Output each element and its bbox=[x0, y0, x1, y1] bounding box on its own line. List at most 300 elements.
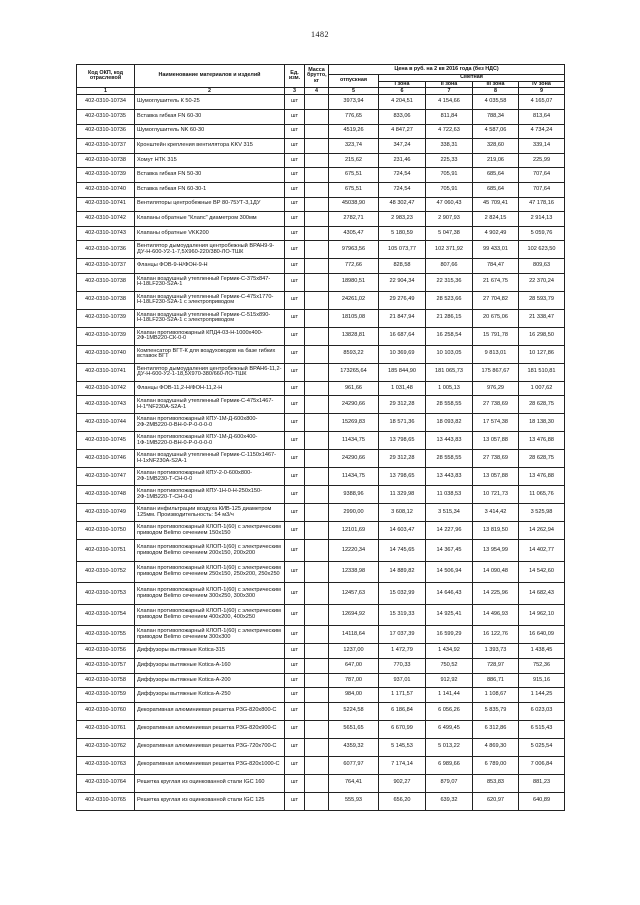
cell-zone-4: 3 525,98 bbox=[519, 504, 565, 522]
cell-mass bbox=[305, 241, 329, 259]
cell-zone-3: 1 393,73 bbox=[473, 644, 519, 659]
cell-code: 402-0310-10741 bbox=[77, 363, 135, 381]
cell-unit: шт bbox=[285, 688, 305, 703]
cell-zone-1: 48 302,47 bbox=[379, 197, 426, 212]
cell-name: Диффузоры вытяжные Kotica-315 bbox=[135, 644, 285, 659]
cell-name: Вентилятор дымоудаления центробежный ВРАН9-9-ДУ-Н-600-У2-1-7,5Х960-220/380-ЛО-ТШК bbox=[135, 241, 285, 259]
cell-unit: шт bbox=[285, 345, 305, 363]
cell-zone-1: 4 847,27 bbox=[379, 124, 426, 139]
cell-release-price: 24261,02 bbox=[329, 291, 379, 309]
cell-name: Декоративная алюминиевая решетка РЗG-720x700-С bbox=[135, 738, 285, 756]
cell-mass bbox=[305, 273, 329, 291]
cell-zone-2: 22 315,36 bbox=[426, 273, 473, 291]
cell-code: 402-0310-10753 bbox=[77, 583, 135, 605]
cell-code: 402-0310-10738 bbox=[77, 291, 135, 309]
cell-mass bbox=[305, 95, 329, 110]
cell-zone-2: 13 443,83 bbox=[426, 432, 473, 450]
cell-zone-1: 833,06 bbox=[379, 109, 426, 124]
cell-zone-2: 705,91 bbox=[426, 182, 473, 197]
cell-zone-1: 656,20 bbox=[379, 792, 426, 810]
cell-code: 402-0310-10757 bbox=[77, 659, 135, 674]
cell-zone-3: 620,97 bbox=[473, 792, 519, 810]
table-row bbox=[77, 139, 565, 154]
column-index: 7 bbox=[426, 88, 473, 95]
cell-code: 402-0310-10764 bbox=[77, 774, 135, 792]
cell-release-price: 12694,92 bbox=[329, 604, 379, 626]
cell-code: 402-0310-10737 bbox=[77, 259, 135, 274]
cell-release-price: 772,66 bbox=[329, 259, 379, 274]
cell-zone-3: 14 496,93 bbox=[473, 604, 519, 626]
cell-unit: шт bbox=[285, 468, 305, 486]
cell-mass bbox=[305, 381, 329, 396]
cell-zone-4: 5 025,54 bbox=[519, 738, 565, 756]
cell-zone-4: 6 515,43 bbox=[519, 720, 565, 738]
cell-release-price: 24290,66 bbox=[329, 396, 379, 414]
page-number: 1482 bbox=[311, 30, 329, 39]
cell-unit: шт bbox=[285, 95, 305, 110]
cell-unit: шт bbox=[285, 432, 305, 450]
cell-release-price: 18980,51 bbox=[329, 273, 379, 291]
cell-zone-2: 225,33 bbox=[426, 153, 473, 168]
column-index: 8 bbox=[473, 88, 519, 95]
cell-zone-2: 811,84 bbox=[426, 109, 473, 124]
cell-release-price: 12457,63 bbox=[329, 583, 379, 605]
cell-mass bbox=[305, 659, 329, 674]
table-row bbox=[77, 644, 565, 659]
cell-code: 402-0310-10761 bbox=[77, 720, 135, 738]
cell-zone-2: 13 443,83 bbox=[426, 468, 473, 486]
cell-zone-4: 7 006,84 bbox=[519, 756, 565, 774]
cell-zone-3: 328,60 bbox=[473, 139, 519, 154]
cell-release-price: 787,00 bbox=[329, 673, 379, 688]
table-row bbox=[77, 702, 565, 720]
cell-mass bbox=[305, 604, 329, 626]
cell-zone-3: 99 433,01 bbox=[473, 241, 519, 259]
cell-name: Клапан противопожарный КЛОП-1(60) с электрическим приводом Belimo сечением 250x150, 250x200, 250x250 bbox=[135, 561, 285, 583]
cell-mass bbox=[305, 450, 329, 468]
cell-name: Шумоглушитель NK 60-30 bbox=[135, 124, 285, 139]
cell-code: 402-0310-10755 bbox=[77, 626, 135, 644]
cell-zone-1: 29 312,28 bbox=[379, 450, 426, 468]
cell-zone-2: 1 434,92 bbox=[426, 644, 473, 659]
cell-name: Клапан противопожарный КЛОП-1(60) с электрическим приводом Belimo сечением 200x150, 200x200 bbox=[135, 540, 285, 562]
cell-mass bbox=[305, 504, 329, 522]
cell-zone-1: 4 204,51 bbox=[379, 95, 426, 110]
cell-zone-4: 809,63 bbox=[519, 259, 565, 274]
cell-mass bbox=[305, 212, 329, 227]
cell-zone-3: 685,64 bbox=[473, 168, 519, 183]
cell-zone-1: 902,27 bbox=[379, 774, 426, 792]
cell-zone-2: 338,31 bbox=[426, 139, 473, 154]
cell-mass bbox=[305, 626, 329, 644]
cell-name: Клапан противопожарный КЛОП-1(60) с электрическим приводом Belimo сечением 150x150 bbox=[135, 522, 285, 540]
table-row bbox=[77, 432, 565, 450]
cell-zone-4: 1 007,62 bbox=[519, 381, 565, 396]
cell-zone-1: 724,54 bbox=[379, 168, 426, 183]
cell-zone-3: 6 789,00 bbox=[473, 756, 519, 774]
cell-zone-4: 28 593,79 bbox=[519, 291, 565, 309]
cell-unit: шт bbox=[285, 540, 305, 562]
cell-zone-1: 770,33 bbox=[379, 659, 426, 674]
cell-code: 402-0310-10748 bbox=[77, 486, 135, 504]
cell-zone-3: 14 225,96 bbox=[473, 583, 519, 605]
cell-zone-3: 6 312,86 bbox=[473, 720, 519, 738]
cell-release-price: 45038,90 bbox=[329, 197, 379, 212]
table-row bbox=[77, 774, 565, 792]
cell-zone-4: 16 640,09 bbox=[519, 626, 565, 644]
cell-unit: шт bbox=[285, 273, 305, 291]
table-row bbox=[77, 396, 565, 414]
cell-zone-4: 14 962,10 bbox=[519, 604, 565, 626]
cell-code: 402-0310-10745 bbox=[77, 432, 135, 450]
cell-zone-2: 28 523,66 bbox=[426, 291, 473, 309]
cell-unit: шт bbox=[285, 226, 305, 241]
cell-unit: шт bbox=[285, 504, 305, 522]
cell-mass bbox=[305, 688, 329, 703]
cell-zone-3: 4 869,30 bbox=[473, 738, 519, 756]
cell-name: Клапан воздушный утепленный Гермик-С-375x847-Н-18LF230-S2A-1 bbox=[135, 273, 285, 291]
cell-zone-1: 15 319,33 bbox=[379, 604, 426, 626]
table-row bbox=[77, 212, 565, 227]
cell-name: Клапан противопожарный КПУ-1Н-0-Н-250x150-2Ф-1МВ220-Т-СН-0-0 bbox=[135, 486, 285, 504]
cell-zone-4: 181 510,81 bbox=[519, 363, 565, 381]
table-row bbox=[77, 792, 565, 810]
cell-release-price: 5224,58 bbox=[329, 702, 379, 720]
cell-release-price: 961,66 bbox=[329, 381, 379, 396]
cell-code: 402-0310-10746 bbox=[77, 450, 135, 468]
cell-zone-1: 6 186,84 bbox=[379, 702, 426, 720]
cell-code: 402-0310-10760 bbox=[77, 702, 135, 720]
column-index: 4 bbox=[305, 88, 329, 95]
table-row bbox=[77, 720, 565, 738]
cell-release-price: 4305,47 bbox=[329, 226, 379, 241]
cell-mass bbox=[305, 774, 329, 792]
cell-zone-3: 788,34 bbox=[473, 109, 519, 124]
column-index: 5 bbox=[329, 88, 379, 95]
cell-release-price: 6077,97 bbox=[329, 756, 379, 774]
cell-name: Диффузоры вытяжные Kotica-A-160 bbox=[135, 659, 285, 674]
cell-name: Декоративная алюминиевая решетка РЗG-820x1000-С bbox=[135, 756, 285, 774]
cell-name: Клапан воздушный утепленный Гермик-С-475x1770-Н-18LF230-S2A-1 с электроприводом bbox=[135, 291, 285, 309]
cell-mass bbox=[305, 720, 329, 738]
cell-zone-3: 175 867,67 bbox=[473, 363, 519, 381]
cell-unit: шт bbox=[285, 604, 305, 626]
cell-mass bbox=[305, 644, 329, 659]
cell-zone-1: 15 032,99 bbox=[379, 583, 426, 605]
table-row bbox=[77, 604, 565, 626]
cell-code: 402-0310-10739 bbox=[77, 327, 135, 345]
column-index: 3 bbox=[285, 88, 305, 95]
cell-release-price: 984,00 bbox=[329, 688, 379, 703]
cell-zone-2: 14 367,45 bbox=[426, 540, 473, 562]
cell-zone-1: 6 670,99 bbox=[379, 720, 426, 738]
cell-zone-3: 27 704,82 bbox=[473, 291, 519, 309]
cell-mass bbox=[305, 109, 329, 124]
cell-code: 402-0310-10747 bbox=[77, 468, 135, 486]
cell-name: Клапан противопожарный КПУ-1М-Д-600x800-2Ф-2МВ220-0-ВН-0-Р-0-0-0-0 bbox=[135, 414, 285, 432]
cell-zone-2: 14 506,94 bbox=[426, 561, 473, 583]
cell-zone-1: 10 369,69 bbox=[379, 345, 426, 363]
cell-code: 402-0310-10754 bbox=[77, 604, 135, 626]
table-row bbox=[77, 486, 565, 504]
cell-release-price: 215,62 bbox=[329, 153, 379, 168]
cell-zone-3: 728,97 bbox=[473, 659, 519, 674]
cell-zone-2: 4 154,66 bbox=[426, 95, 473, 110]
cell-code: 402-0310-10765 bbox=[77, 792, 135, 810]
cell-name: Клапаны обратные "Клапс" диаметром 300мм bbox=[135, 212, 285, 227]
cell-zone-4: 813,64 bbox=[519, 109, 565, 124]
column-index: 6 bbox=[379, 88, 426, 95]
cell-release-price: 9388,96 bbox=[329, 486, 379, 504]
cell-unit: шт bbox=[285, 197, 305, 212]
cell-zone-2: 16 258,54 bbox=[426, 327, 473, 345]
cell-zone-2: 2 907,93 bbox=[426, 212, 473, 227]
cell-zone-3: 2 824,15 bbox=[473, 212, 519, 227]
cell-zone-2: 4 722,63 bbox=[426, 124, 473, 139]
cell-release-price: 4359,32 bbox=[329, 738, 379, 756]
cell-zone-2: 5 047,38 bbox=[426, 226, 473, 241]
cell-name: Клапан воздушный утепленный Гермик-С-515x890-Н-18LF230-S2A-1 с электроприводом bbox=[135, 309, 285, 327]
cell-unit: шт bbox=[285, 583, 305, 605]
cell-unit: шт bbox=[285, 486, 305, 504]
table-row bbox=[77, 381, 565, 396]
header-zone-2: II зона bbox=[426, 81, 473, 88]
price-table bbox=[76, 64, 565, 811]
cell-mass bbox=[305, 738, 329, 756]
cell-name: Фланцы ФОВ-11,2-Н/ФОН-11,2-Н bbox=[135, 381, 285, 396]
table-row bbox=[77, 738, 565, 756]
cell-release-price: 12101,69 bbox=[329, 522, 379, 540]
cell-code: 402-0310-10750 bbox=[77, 522, 135, 540]
cell-name: Вставка гибкая FN 60-30-1 bbox=[135, 182, 285, 197]
table-row bbox=[77, 345, 565, 363]
cell-zone-4: 1 438,45 bbox=[519, 644, 565, 659]
cell-mass bbox=[305, 226, 329, 241]
table-row bbox=[77, 468, 565, 486]
cell-zone-2: 11 038,53 bbox=[426, 486, 473, 504]
cell-code: 402-0310-10749 bbox=[77, 504, 135, 522]
header-zone-4: IV зона bbox=[519, 81, 565, 88]
cell-unit: шт bbox=[285, 363, 305, 381]
cell-zone-4: 707,64 bbox=[519, 168, 565, 183]
cell-zone-3: 4 902,49 bbox=[473, 226, 519, 241]
cell-mass bbox=[305, 792, 329, 810]
cell-mass bbox=[305, 486, 329, 504]
cell-code: 402-0310-10738 bbox=[77, 153, 135, 168]
cell-zone-3: 3 414,42 bbox=[473, 504, 519, 522]
column-index-row bbox=[77, 88, 565, 95]
cell-unit: шт bbox=[285, 738, 305, 756]
cell-release-price: 4519,26 bbox=[329, 124, 379, 139]
cell-unit: шт bbox=[285, 168, 305, 183]
cell-zone-4: 339,14 bbox=[519, 139, 565, 154]
cell-zone-2: 912,92 bbox=[426, 673, 473, 688]
cell-release-price: 2782,71 bbox=[329, 212, 379, 227]
cell-zone-1: 1 472,79 bbox=[379, 644, 426, 659]
cell-release-price: 764,41 bbox=[329, 774, 379, 792]
cell-zone-1: 347,24 bbox=[379, 139, 426, 154]
cell-unit: шт bbox=[285, 396, 305, 414]
cell-zone-1: 21 847,94 bbox=[379, 309, 426, 327]
cell-zone-4: 22 370,24 bbox=[519, 273, 565, 291]
cell-unit: шт bbox=[285, 673, 305, 688]
cell-release-price: 14118,64 bbox=[329, 626, 379, 644]
table-row bbox=[77, 327, 565, 345]
cell-code: 402-0310-10740 bbox=[77, 345, 135, 363]
cell-mass bbox=[305, 756, 329, 774]
cell-zone-1: 937,01 bbox=[379, 673, 426, 688]
cell-release-price: 5651,65 bbox=[329, 720, 379, 738]
cell-release-price: 12220,34 bbox=[329, 540, 379, 562]
cell-zone-4: 16 298,50 bbox=[519, 327, 565, 345]
header-estimate-price: Сметная bbox=[379, 75, 565, 82]
cell-zone-3: 219,06 bbox=[473, 153, 519, 168]
cell-name: Клапан противопожарный КПД4-03-Н-1000x400-2Ф-1МВ220-СК-0-0 bbox=[135, 327, 285, 345]
cell-code: 402-0310-10742 bbox=[77, 381, 135, 396]
cell-zone-4: 4 734,24 bbox=[519, 124, 565, 139]
cell-code: 402-0310-10738 bbox=[77, 273, 135, 291]
cell-unit: шт bbox=[285, 182, 305, 197]
cell-code: 402-0310-10762 bbox=[77, 738, 135, 756]
cell-unit: шт bbox=[285, 139, 305, 154]
cell-zone-2: 10 103,05 bbox=[426, 345, 473, 363]
column-index: 9 bbox=[519, 88, 565, 95]
cell-zone-2: 102 371,92 bbox=[426, 241, 473, 259]
cell-zone-4: 28 628,75 bbox=[519, 396, 565, 414]
cell-zone-4: 14 402,77 bbox=[519, 540, 565, 562]
cell-name: Компенсатор ВГТ-К для воздуховодов на базе гибких вставок ВГТ bbox=[135, 345, 285, 363]
cell-code: 402-0310-10739 bbox=[77, 168, 135, 183]
cell-unit: шт bbox=[285, 702, 305, 720]
header-price-title: Цена в руб. на 2 кв 2016 года (без НДС) bbox=[329, 65, 565, 75]
cell-zone-2: 6 499,45 bbox=[426, 720, 473, 738]
cell-name: Клапан противопожарный КПУ-1М-Д-600x400-1Ф-1МВ220-0-ВН-0-Р-0-0-0-0 bbox=[135, 432, 285, 450]
cell-zone-3: 784,47 bbox=[473, 259, 519, 274]
cell-zone-4: 707,64 bbox=[519, 182, 565, 197]
cell-mass bbox=[305, 583, 329, 605]
cell-unit: шт bbox=[285, 327, 305, 345]
cell-mass bbox=[305, 124, 329, 139]
cell-zone-4: 881,23 bbox=[519, 774, 565, 792]
cell-zone-3: 15 791,78 bbox=[473, 327, 519, 345]
cell-code: 402-0310-10736 bbox=[77, 241, 135, 259]
header-release-price: отпускная bbox=[329, 75, 379, 88]
cell-release-price: 8593,22 bbox=[329, 345, 379, 363]
cell-release-price: 647,00 bbox=[329, 659, 379, 674]
cell-zone-1: 13 798,65 bbox=[379, 432, 426, 450]
table-row bbox=[77, 363, 565, 381]
table-row bbox=[77, 504, 565, 522]
cell-name: Клапан воздушный утепленный Гермик-С-475x1467-Н-1*NF230A-S2A-1 bbox=[135, 396, 285, 414]
header-mass: Масса брутто, кг bbox=[305, 65, 329, 88]
cell-release-price: 97963,56 bbox=[329, 241, 379, 259]
cell-zone-3: 5 835,79 bbox=[473, 702, 519, 720]
cell-zone-4: 13 476,88 bbox=[519, 432, 565, 450]
cell-unit: шт bbox=[285, 659, 305, 674]
cell-zone-3: 4 035,58 bbox=[473, 95, 519, 110]
cell-zone-2: 14 925,41 bbox=[426, 604, 473, 626]
table-row bbox=[77, 259, 565, 274]
cell-release-price: 13828,81 bbox=[329, 327, 379, 345]
cell-zone-1: 724,54 bbox=[379, 182, 426, 197]
cell-zone-4: 14 682,43 bbox=[519, 583, 565, 605]
cell-name: Решетка круглая из оцинкованной стали IGC 160 bbox=[135, 774, 285, 792]
cell-zone-2: 5 013,22 bbox=[426, 738, 473, 756]
cell-zone-1: 185 844,90 bbox=[379, 363, 426, 381]
cell-zone-4: 6 023,03 bbox=[519, 702, 565, 720]
cell-unit: шт bbox=[285, 792, 305, 810]
cell-zone-3: 13 057,88 bbox=[473, 432, 519, 450]
cell-zone-1: 13 798,65 bbox=[379, 468, 426, 486]
cell-unit: шт bbox=[285, 644, 305, 659]
cell-zone-1: 7 174,14 bbox=[379, 756, 426, 774]
cell-code: 402-0310-10734 bbox=[77, 95, 135, 110]
cell-name: Клапан противопожарный КПУ-2-0-600x800-2Ф-1МВ230-Т-СН-0-0 bbox=[135, 468, 285, 486]
cell-unit: шт bbox=[285, 153, 305, 168]
cell-zone-1: 29 312,28 bbox=[379, 396, 426, 414]
cell-mass bbox=[305, 522, 329, 540]
cell-zone-3: 13 819,50 bbox=[473, 522, 519, 540]
cell-unit: шт bbox=[285, 626, 305, 644]
cell-code: 402-0310-10743 bbox=[77, 226, 135, 241]
cell-code: 402-0310-10758 bbox=[77, 673, 135, 688]
table-row bbox=[77, 659, 565, 674]
cell-zone-2: 28 558,55 bbox=[426, 396, 473, 414]
cell-zone-2: 18 093,82 bbox=[426, 414, 473, 432]
cell-zone-1: 5 145,53 bbox=[379, 738, 426, 756]
cell-zone-2: 6 056,26 bbox=[426, 702, 473, 720]
cell-zone-4: 2 914,13 bbox=[519, 212, 565, 227]
cell-release-price: 3973,94 bbox=[329, 95, 379, 110]
cell-zone-4: 225,99 bbox=[519, 153, 565, 168]
cell-release-price: 675,51 bbox=[329, 182, 379, 197]
cell-zone-3: 4 587,06 bbox=[473, 124, 519, 139]
cell-zone-4: 102 623,50 bbox=[519, 241, 565, 259]
cell-name: Декоративная алюминиевая решетка РЗG-820x800-С bbox=[135, 702, 285, 720]
cell-code: 402-0310-10739 bbox=[77, 309, 135, 327]
cell-code: 402-0310-10742 bbox=[77, 212, 135, 227]
cell-name: Фланцы ФОВ-9-Н/ФОН-9-Н bbox=[135, 259, 285, 274]
cell-mass bbox=[305, 168, 329, 183]
cell-zone-1: 105 073,77 bbox=[379, 241, 426, 259]
cell-code: 402-0310-10740 bbox=[77, 182, 135, 197]
cell-zone-4: 14 542,60 bbox=[519, 561, 565, 583]
table-row bbox=[77, 414, 565, 432]
cell-zone-1: 1 171,57 bbox=[379, 688, 426, 703]
cell-zone-3: 27 738,69 bbox=[473, 450, 519, 468]
cell-zone-1: 11 329,98 bbox=[379, 486, 426, 504]
cell-zone-2: 21 286,15 bbox=[426, 309, 473, 327]
cell-zone-2: 750,52 bbox=[426, 659, 473, 674]
cell-name: Клапан противопожарный КЛОП-1(60) с электрическим приводом Belimo сечением 300x250, 300x300 bbox=[135, 583, 285, 605]
cell-zone-3: 13 954,99 bbox=[473, 540, 519, 562]
cell-name: Шумоглушитель К 50-25 bbox=[135, 95, 285, 110]
table-row bbox=[77, 273, 565, 291]
table-row bbox=[77, 583, 565, 605]
cell-release-price: 1237,00 bbox=[329, 644, 379, 659]
cell-name: Клапан противопожарный КЛОП-1(60) с электрическим приводом Belimo сечением 300x300 bbox=[135, 626, 285, 644]
cell-zone-1: 18 571,36 bbox=[379, 414, 426, 432]
cell-zone-2: 181 065,73 bbox=[426, 363, 473, 381]
cell-name: Клапан инфильтрации воздуха КИВ-125 диаметром 125мм. Производительность: 54 м3/ч bbox=[135, 504, 285, 522]
cell-mass bbox=[305, 182, 329, 197]
cell-code: 402-0310-10741 bbox=[77, 197, 135, 212]
cell-mass bbox=[305, 673, 329, 688]
cell-zone-3: 14 090,48 bbox=[473, 561, 519, 583]
header-unit: Ед. изм. bbox=[285, 65, 305, 88]
cell-zone-4: 18 138,30 bbox=[519, 414, 565, 432]
cell-zone-4: 14 262,94 bbox=[519, 522, 565, 540]
